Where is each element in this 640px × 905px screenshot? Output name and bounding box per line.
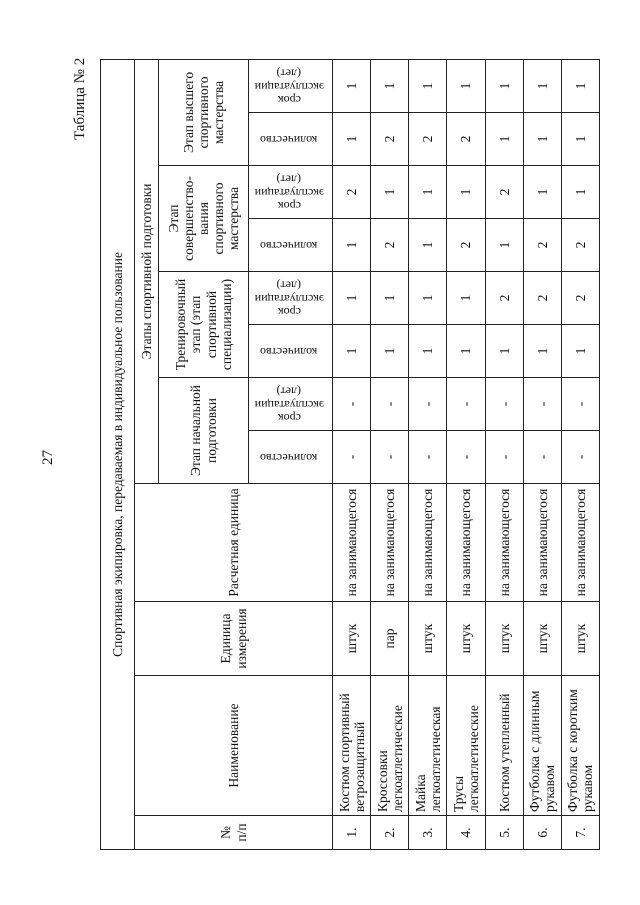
cell-initial-term: - [447, 378, 485, 431]
cell-improvement-term: 1 [523, 166, 561, 219]
header-qty: количество [249, 219, 333, 272]
cell-higher-term: 1 [485, 59, 523, 112]
cell-training-qty: 1 [371, 325, 409, 378]
table-row [561, 59, 599, 849]
row-calc-unit: на занимающегося [447, 484, 485, 602]
header-term: срок эксплуатации (лет) [249, 378, 333, 431]
cell-improvement-qty: 1 [409, 219, 447, 272]
table-title: Спортивная экипировка, передаваемая в индивидуальное пользование [101, 59, 135, 849]
row-unit: штук [485, 602, 523, 676]
cell-training-term: 1 [371, 272, 409, 325]
cell-training-qty: 1 [409, 325, 447, 378]
cell-improvement-term: 2 [333, 166, 371, 219]
cell-initial-qty: - [333, 431, 371, 484]
row-name: Футболка с длинным рукавом [523, 676, 561, 816]
row-calc-unit: на занимающегося [485, 484, 523, 602]
cell-higher-term: 1 [447, 59, 485, 112]
header-term: срок эксплуатации (лет) [249, 59, 333, 112]
cell-improvement-term: 1 [371, 166, 409, 219]
cell-initial-term: - [371, 378, 409, 431]
cell-higher-qty: 2 [371, 113, 409, 166]
cell-training-term: 2 [561, 272, 599, 325]
row-name: Костюм спортивный ветрозащитный [333, 676, 371, 816]
cell-initial-qty: - [523, 431, 561, 484]
cell-improvement-qty: 2 [523, 219, 561, 272]
cell-higher-qty: 1 [485, 113, 523, 166]
cell-higher-qty: 2 [409, 113, 447, 166]
row-unit: штук [561, 602, 599, 676]
row-num: 7. [561, 816, 599, 850]
cell-initial-term: - [333, 378, 371, 431]
header-qty: количество [249, 431, 333, 484]
cell-training-qty: 1 [523, 325, 561, 378]
cell-higher-qty: 1 [561, 113, 599, 166]
header-stage-higher-mastery: Этап высшего спортивного мастерства [159, 59, 249, 165]
cell-training-term: 1 [409, 272, 447, 325]
cell-higher-term: 1 [371, 59, 409, 112]
cell-improvement-term: 2 [485, 166, 523, 219]
row-num: 3. [409, 816, 447, 850]
row-calc-unit: на занимающегося [561, 484, 599, 602]
header-term: срок эксплуатации (лет) [249, 166, 333, 219]
row-name: Кроссовки легкоатлетические [371, 676, 409, 816]
cell-higher-qty: 2 [447, 113, 485, 166]
row-num: 1. [333, 816, 371, 850]
cell-initial-term: - [409, 378, 447, 431]
header-stage-initial: Этап начальной подготовки [159, 378, 249, 484]
row-num: 5. [485, 816, 523, 850]
header-calc-unit: Расчетная единица [135, 484, 333, 602]
table-row [485, 59, 523, 849]
row-calc-unit: на занимающегося [523, 484, 561, 602]
cell-initial-term: - [561, 378, 599, 431]
header-stages-group: Этапы спортивной подготовки [135, 59, 159, 483]
cell-initial-qty: - [371, 431, 409, 484]
cell-higher-term: 1 [333, 59, 371, 112]
cell-training-qty: 1 [561, 325, 599, 378]
header-qty: количество [249, 113, 333, 166]
header-stage-improvement: Этап совершенство-вания спортивного мастерства [159, 166, 249, 272]
table-row [447, 59, 485, 849]
cell-higher-term: 1 [409, 59, 447, 112]
cell-improvement-term: 1 [409, 166, 447, 219]
row-num: 2. [371, 816, 409, 850]
row-name: Трусы легкоатлетические [447, 676, 485, 816]
cell-training-term: 2 [485, 272, 523, 325]
cell-training-qty: 1 [447, 325, 485, 378]
row-calc-unit: на занимающегося [333, 484, 371, 602]
row-calc-unit: на занимающегося [409, 484, 447, 602]
equipment-table [100, 59, 600, 850]
cell-improvement-qty: 1 [333, 219, 371, 272]
cell-training-qty: 1 [485, 325, 523, 378]
cell-improvement-qty: 2 [561, 219, 599, 272]
row-unit: штук [447, 602, 485, 676]
cell-initial-qty: - [485, 431, 523, 484]
table-row [409, 59, 447, 849]
row-name: Майка легкоатлетическая [409, 676, 447, 816]
header-qty: количество [249, 325, 333, 378]
table-row [523, 59, 561, 849]
row-unit: пар [371, 602, 409, 676]
header-term: срок эксплуатации (лет) [249, 272, 333, 325]
cell-higher-qty: 1 [523, 113, 561, 166]
page-number: 27 [40, 450, 56, 465]
cell-improvement-qty: 2 [371, 219, 409, 272]
row-unit: штук [523, 602, 561, 676]
cell-training-term: 2 [523, 272, 561, 325]
table-row [371, 59, 409, 849]
table-caption: Таблица № 2 [72, 57, 88, 140]
cell-higher-qty: 1 [333, 113, 371, 166]
row-name: Футболка с коротким рукавом [561, 676, 599, 816]
header-stage-training: Тренировочный этап (этап спортивной специализации) [159, 272, 249, 378]
cell-initial-qty: - [447, 431, 485, 484]
row-num: 4. [447, 816, 485, 850]
cell-improvement-qty: 1 [485, 219, 523, 272]
cell-initial-term: - [523, 378, 561, 431]
row-calc-unit: на занимающегося [371, 484, 409, 602]
row-name: Костюм утепленный [485, 676, 523, 816]
table-row [333, 59, 371, 849]
cell-initial-qty: - [561, 431, 599, 484]
cell-initial-qty: - [409, 431, 447, 484]
header-unit: Единица измерения [135, 602, 333, 676]
cell-training-term: 1 [333, 272, 371, 325]
cell-higher-term: 1 [523, 59, 561, 112]
cell-improvement-qty: 2 [447, 219, 485, 272]
cell-training-term: 1 [447, 272, 485, 325]
cell-improvement-term: 1 [561, 166, 599, 219]
cell-improvement-term: 1 [447, 166, 485, 219]
cell-initial-term: - [485, 378, 523, 431]
cell-training-qty: 1 [333, 325, 371, 378]
row-num: 6. [523, 816, 561, 850]
header-num: № п/п [135, 816, 333, 850]
row-unit: штук [409, 602, 447, 676]
header-name: Наименование [135, 676, 333, 816]
row-unit: штук [333, 602, 371, 676]
cell-higher-term: 1 [561, 59, 599, 112]
